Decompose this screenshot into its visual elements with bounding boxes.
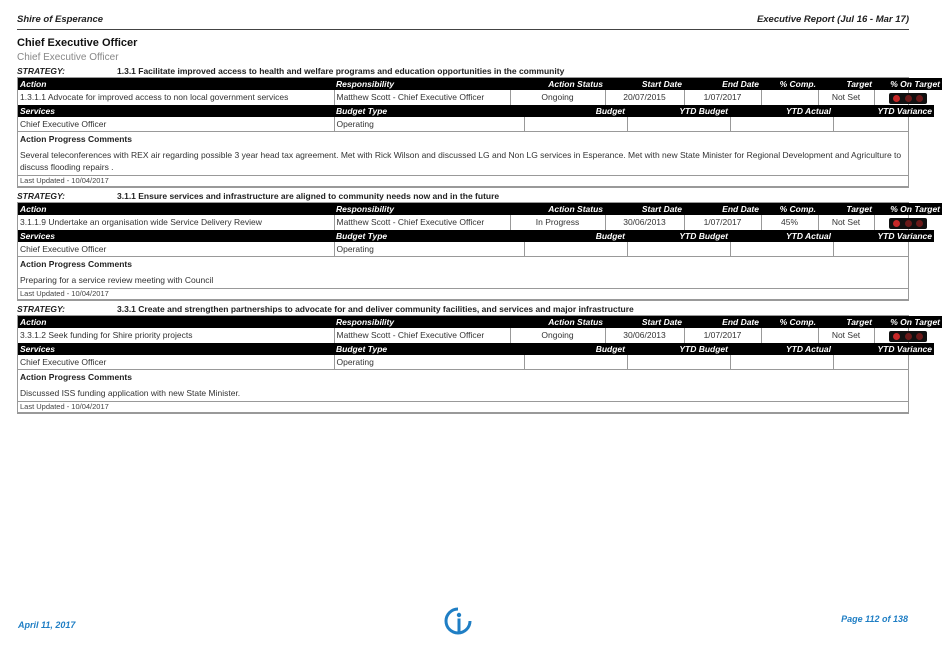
- action-header-cell: End Date: [684, 203, 761, 215]
- end-date: 1/07/2017: [684, 328, 761, 343]
- service-header-cell: YTD Variance: [833, 105, 934, 117]
- last-updated: Last Updated - 10/04/2017: [18, 175, 908, 186]
- action-header-cell: % On Target: [874, 78, 942, 90]
- footer-date: April 11, 2017: [18, 620, 76, 630]
- service-name: Chief Executive Officer: [20, 119, 107, 129]
- action-row: [18, 215, 942, 230]
- service-header-cell: Budget: [524, 343, 627, 355]
- action-header-cell: Target: [818, 316, 874, 328]
- service-header-cell: YTD Budget: [627, 343, 730, 355]
- progress-comments: Several teleconferences with REX air regarding possible 3 year head tax agreement. Met with Rick Wilson and discussed LG and Non LG services in Esperance. Met with new State Minister for Regional Development and Agriculture to discuss flooding repairs .: [20, 150, 902, 172]
- action-header-cell: Action: [18, 203, 334, 215]
- target: Not Set: [818, 328, 874, 343]
- on-target-cell: [874, 215, 942, 230]
- action-header-cell: End Date: [684, 78, 761, 90]
- progress-comments: Discussed ISS funding application with new State Minister.: [20, 388, 241, 398]
- organisation-name: Shire of Esperance: [17, 14, 104, 25]
- traffic-light-icon: [889, 218, 927, 229]
- end-date: 1/07/2017: [684, 215, 761, 230]
- strategy-label: STRATEGY:: [17, 191, 66, 201]
- budget: [524, 117, 627, 131]
- last-updated: Last Updated - 10/04/2017: [18, 288, 908, 299]
- action-text: 3.1.1.9 Undertake an organisation wide Service Delivery Review: [20, 217, 262, 227]
- action-block: [17, 202, 940, 301]
- responsibility: Matthew Scott - Chief Executive Officer: [334, 328, 510, 343]
- action-row: [18, 328, 942, 343]
- ytd-variance: [833, 242, 934, 256]
- action-header-cell: % On Target: [874, 203, 942, 215]
- strategy-label: STRATEGY:: [17, 304, 66, 314]
- ytd-actual: [730, 355, 833, 369]
- page-number: Page 112 of 138: [841, 614, 908, 624]
- action-header-cell: Action Status: [510, 203, 605, 215]
- shire-logo-icon: [440, 606, 476, 636]
- percent-complete: [761, 90, 818, 105]
- action-header-cell: Target: [818, 203, 874, 215]
- strategy-text: 1.3.1 Facilitate improved access to health and welfare programs and education opportunities in the community: [117, 66, 565, 76]
- action-header-cell: Target: [818, 78, 874, 90]
- action-header-cell: Action Status: [510, 78, 605, 90]
- services-table: [18, 230, 934, 256]
- ytd-budget: [627, 117, 730, 131]
- action-header-cell: % On Target: [874, 316, 942, 328]
- service-header-cell: Services: [18, 105, 334, 117]
- service-header-cell: YTD Variance: [833, 230, 934, 242]
- ytd-budget: [627, 242, 730, 256]
- comments-heading: Action Progress Comments: [18, 369, 908, 384]
- budget: [524, 242, 627, 256]
- service-header-cell: YTD Actual: [730, 343, 833, 355]
- action-text: 1.3.1.1 Advocate for improved access to non local government services: [20, 92, 289, 102]
- service-header-cell: Budget: [524, 230, 627, 242]
- start-date: 30/06/2013: [605, 328, 684, 343]
- percent-complete: [761, 328, 818, 343]
- responsibility: Matthew Scott - Chief Executive Officer: [334, 90, 510, 105]
- action-block: [17, 315, 940, 414]
- service-header-cell: YTD Budget: [627, 105, 730, 117]
- action-header-cell: Action: [18, 316, 334, 328]
- action-header-cell: Start Date: [605, 78, 684, 90]
- target: Not Set: [818, 90, 874, 105]
- action-header-cell: Action: [18, 78, 334, 90]
- service-name: Chief Executive Officer: [20, 357, 107, 367]
- action-header-cell: Responsibility: [334, 78, 510, 90]
- on-target-cell: [874, 328, 942, 343]
- service-header-cell: YTD Actual: [730, 230, 833, 242]
- start-date: 30/06/2013: [605, 215, 684, 230]
- service-header-cell: Services: [18, 343, 334, 355]
- report-period: Executive Report (Jul 16 - Mar 17): [756, 14, 909, 25]
- ytd-actual: [730, 242, 833, 256]
- action-header-cell: End Date: [684, 316, 761, 328]
- strategy-text: 3.1.1 Ensure services and infrastructure are aligned to community needs now and in the future: [117, 191, 500, 201]
- page-subtitle: Chief Executive Officer: [17, 52, 119, 63]
- action-row: [18, 90, 942, 105]
- strategy-label: STRATEGY:: [17, 66, 66, 76]
- strategy-line: [17, 303, 909, 314]
- ytd-variance: [833, 355, 934, 369]
- service-row: [18, 242, 934, 256]
- action-header-cell: Start Date: [605, 316, 684, 328]
- on-target-cell: [874, 90, 942, 105]
- service-header-cell: YTD Variance: [833, 343, 934, 355]
- action-status: Ongoing: [510, 90, 605, 105]
- action-status: In Progress: [510, 215, 605, 230]
- strategy-text: 3.3.1 Create and strengthen partnerships to advocate for and deliver community facilities, and services and major infrastructure: [117, 304, 634, 314]
- budget-type: Operating: [334, 242, 524, 256]
- service-header-cell: Budget: [524, 105, 627, 117]
- ytd-variance: [833, 117, 934, 131]
- page-title: Chief Executive Officer: [17, 37, 138, 49]
- action-header-cell: % Comp.: [761, 78, 818, 90]
- action-header-cell: Responsibility: [334, 203, 510, 215]
- strategy-line: [17, 190, 909, 201]
- last-updated: Last Updated - 10/04/2017: [18, 401, 908, 412]
- service-header-cell: Services: [18, 230, 334, 242]
- action-block: [17, 77, 940, 188]
- action-status: Ongoing: [510, 328, 605, 343]
- strategy-line: [17, 65, 909, 76]
- action-header-cell: Responsibility: [334, 316, 510, 328]
- action-table: [18, 78, 942, 105]
- ytd-actual: [730, 117, 833, 131]
- budget-type: Operating: [334, 117, 524, 131]
- percent-complete: 45%: [761, 215, 818, 230]
- service-header-cell: YTD Budget: [627, 230, 730, 242]
- budget-type: Operating: [334, 355, 524, 369]
- action-header-cell: Start Date: [605, 203, 684, 215]
- action-table: [18, 316, 942, 343]
- target: Not Set: [818, 215, 874, 230]
- service-header-cell: YTD Actual: [730, 105, 833, 117]
- start-date: 20/07/2015: [605, 90, 684, 105]
- comments-heading: Action Progress Comments: [18, 131, 908, 146]
- action-text: 3.3.1.2 Seek funding for Shire priority projects: [20, 330, 193, 340]
- action-table: [18, 203, 942, 230]
- service-header-cell: Budget Type: [334, 230, 524, 242]
- end-date: 1/07/2017: [684, 90, 761, 105]
- service-header-cell: Budget Type: [334, 343, 524, 355]
- service-row: [18, 117, 934, 131]
- report-header: [17, 14, 909, 30]
- action-header-cell: % Comp.: [761, 316, 818, 328]
- service-name: Chief Executive Officer: [20, 244, 107, 254]
- service-header-cell: Budget Type: [334, 105, 524, 117]
- budget: [524, 355, 627, 369]
- responsibility: Matthew Scott - Chief Executive Officer: [334, 215, 510, 230]
- report-page: [17, 14, 940, 414]
- services-table: [18, 105, 934, 131]
- services-table: [18, 343, 934, 369]
- comments-heading: Action Progress Comments: [18, 256, 908, 271]
- traffic-light-icon: [889, 93, 927, 104]
- traffic-light-icon: [889, 331, 927, 342]
- progress-comments: Preparing for a service review meeting with Council: [20, 275, 214, 285]
- ytd-budget: [627, 355, 730, 369]
- action-header-cell: % Comp.: [761, 203, 818, 215]
- action-header-cell: Action Status: [510, 316, 605, 328]
- strategy-blocks: [17, 65, 940, 414]
- service-row: [18, 355, 934, 369]
